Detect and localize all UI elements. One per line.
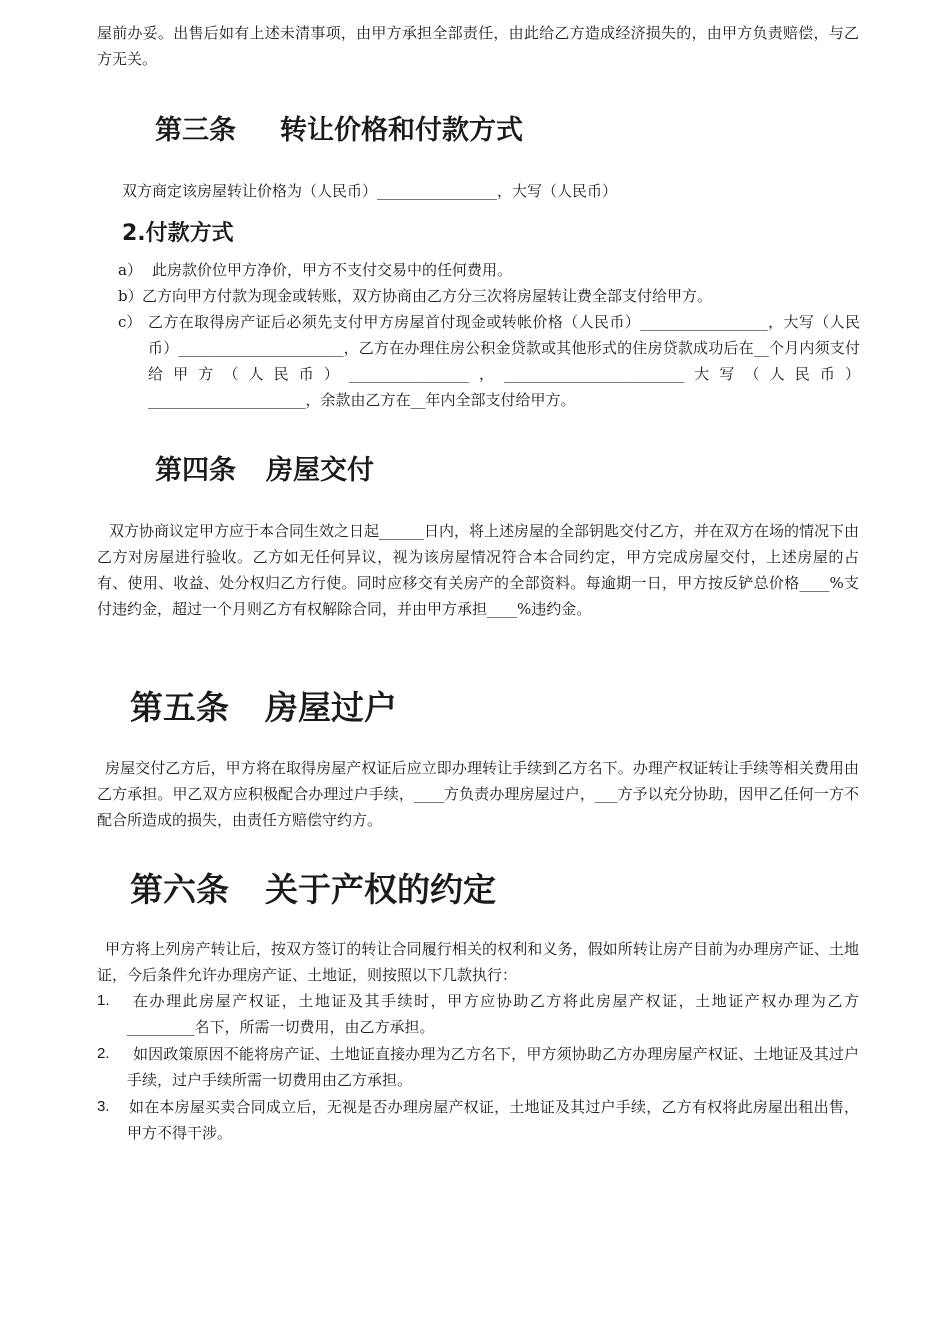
payment-item-c (118, 309, 860, 413)
item-marker: c） (118, 313, 142, 331)
article-4-title: 房屋交付 (266, 455, 374, 486)
article-5-number: 第五条 (130, 688, 229, 727)
item-marker: b） (118, 287, 143, 305)
article-5-heading (130, 682, 397, 729)
item-text: 如在本房屋买卖合同成立后，无视是否办理房屋产权证，土地证及其过户手续，乙方有权将此房屋出租出售，甲方不得干涉。 (127, 1098, 859, 1142)
item-marker: 3. (97, 1098, 110, 1115)
article-6-heading (130, 864, 496, 911)
payment-method-number: 2. (122, 221, 146, 246)
article-3-heading (155, 108, 523, 147)
intro-paragraph: 屋前办妥。出售后如有上述未清事项，由甲方承担全部责任，由此给乙方造成经济损失的，由甲方负责赔偿，与乙方无关。 (97, 24, 859, 68)
property-clause-1 (97, 988, 859, 1040)
article-5-body: 房屋交付乙方后，甲方将在取得房屋产权证后应立即办理转让手续到乙方名下。办理产权证转让手续等相关费用由乙方承担。甲乙双方应积极配合办理过户手续，____方负责办理房屋过户，___方予以充分协助，因甲乙任何一方不配合所造成的损失，由责任方赔偿守约方。 (97, 759, 859, 829)
item-marker: 1. (97, 992, 110, 1009)
property-clause-3 (97, 1094, 859, 1146)
article-4-number: 第四条 (155, 455, 236, 486)
payment-method-title: 付款方式 (145, 221, 234, 246)
payment-item-a (118, 257, 860, 283)
article-6-body: 甲方将上列房产转让后，按双方签订的转让合同履行相关的权利和义务，假如所转让房产目前为办理房产证、土地证，今后条件允许办理房产证、土地证，则按照以下几款执行： (97, 940, 859, 984)
item-text: 如因政策原因不能将房产证、土地证直接办理为乙方名下，甲方须协助乙方办理房屋产权证、土地证及其过户手续，过户手续所需一切费用由乙方承担。 (127, 1045, 859, 1089)
article-6-number: 第六条 (130, 870, 229, 909)
transfer-price-line: 双方商定该房屋转让价格为（人民币）________________，大写（人民币） (122, 182, 618, 200)
item-text: 乙方在取得房产证后必须先支付甲方房屋首付现金或转帐价格（人民币）_________________，大写（人民币）______________________，乙方在办理住房公积金贷款或其他形式的住房贷款成功后在__个月内须支付给甲方（人民币）________________，________________________大写（人民币）_____________________，余款由乙方在__年内全部支付给甲方。 (148, 313, 860, 409)
item-marker: a） (118, 261, 142, 279)
article-6-title: 关于产权的约定 (265, 870, 496, 909)
article-5-title: 房屋过户 (265, 688, 397, 727)
item-marker: 2. (97, 1045, 110, 1062)
article-4-heading (155, 448, 374, 487)
article-4-body: 双方协商议定甲方应于本合同生效之日起______日内，将上述房屋的全部钥匙交付乙方，并在双方在场的情况下由乙方对房屋进行验收。乙方如无任何异议，视为该房屋情况符合本合同约定，甲方完成房屋交付，上述房屋的占有、使用、收益、处分权归乙方行使。同时应移交有关房产的全部资料。每逾期一日，甲方按反铲总价格____%支付违约金，超过一个月则乙方有权解除合同，并由甲方承担____%违约金。 (97, 522, 860, 618)
item-text: 此房款价位甲方净价，甲方不支付交易中的任何费用。 (152, 261, 513, 279)
item-text: 在办理此房屋产权证，土地证及其手续时，甲方应协助乙方将此房屋产权证，土地证产权办理为乙方_________名下，所需一切费用，由乙方承担。 (127, 992, 859, 1036)
property-clause-2 (97, 1041, 859, 1093)
payment-method-heading (122, 216, 234, 247)
item-text: 乙方向甲方付款为现金或转账，双方协商由乙方分三次将房屋转让费全部支付给甲方。 (142, 287, 713, 305)
article-3-title: 转让价格和付款方式 (280, 115, 523, 146)
article-3-number: 第三条 (155, 115, 236, 146)
payment-item-b (118, 283, 860, 309)
